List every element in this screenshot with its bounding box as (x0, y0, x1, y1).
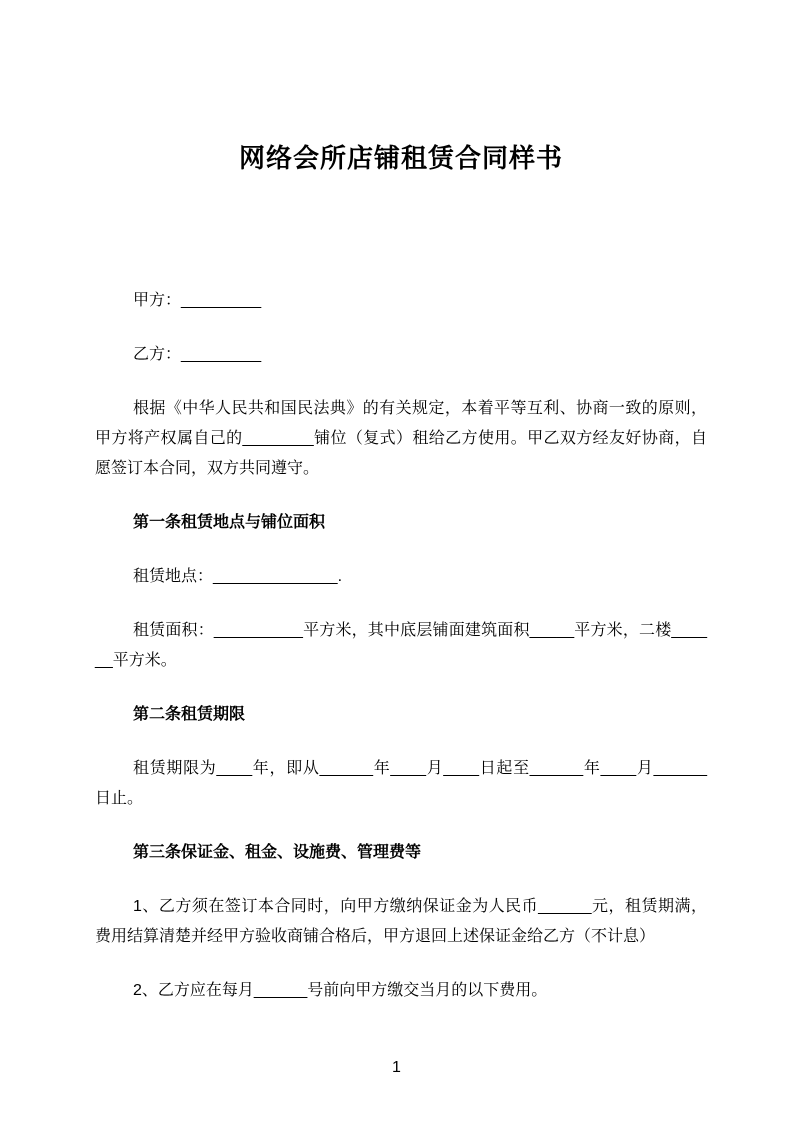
document-title: 网络会所店铺租赁合同样书 (238, 143, 563, 173)
clause-1-heading: 第一条租赁地点与铺位面积 (133, 514, 326, 531)
party-b-line: 乙方：_________ (133, 346, 262, 363)
preamble-paragraph: 根据《中华人民共和国民法典》的有关规定，本着平等互利、协商一致的原则，甲方将产权属自己的________铺位（复式）租给乙方使用。甲乙双方经友好协商，自愿签订本合同，双方共同遵守。 (95, 400, 707, 477)
rental-location-line: 租赁地点：______________. (133, 568, 343, 585)
page-number: 1 (392, 1059, 401, 1076)
monthly-fees-clause-line: 2、乙方应在每月______号前向甲方缴交当月的以下费用。 (133, 982, 548, 999)
rental-area-line: 租赁面积：__________平方米，其中底层铺面建筑面积_____平方米，二楼______平方米。 (95, 622, 707, 669)
lease-term-line: 租赁期限为____年，即从______年____月____日起至______年____月______日止。 (95, 760, 707, 807)
deposit-clause-line: 1、乙方须在签订本合同时，向甲方缴纳保证金为人民币______元，租赁期满，费用结算清楚并经甲方验收商铺合格后，甲方退回上述保证金给乙方（不计息） (95, 898, 707, 945)
party-a-line: 甲方：_________ (133, 292, 262, 309)
clause-2-heading: 第二条租赁期限 (133, 706, 246, 723)
clause-3-heading: 第三条保证金、租金、设施费、管理费等 (133, 844, 422, 861)
